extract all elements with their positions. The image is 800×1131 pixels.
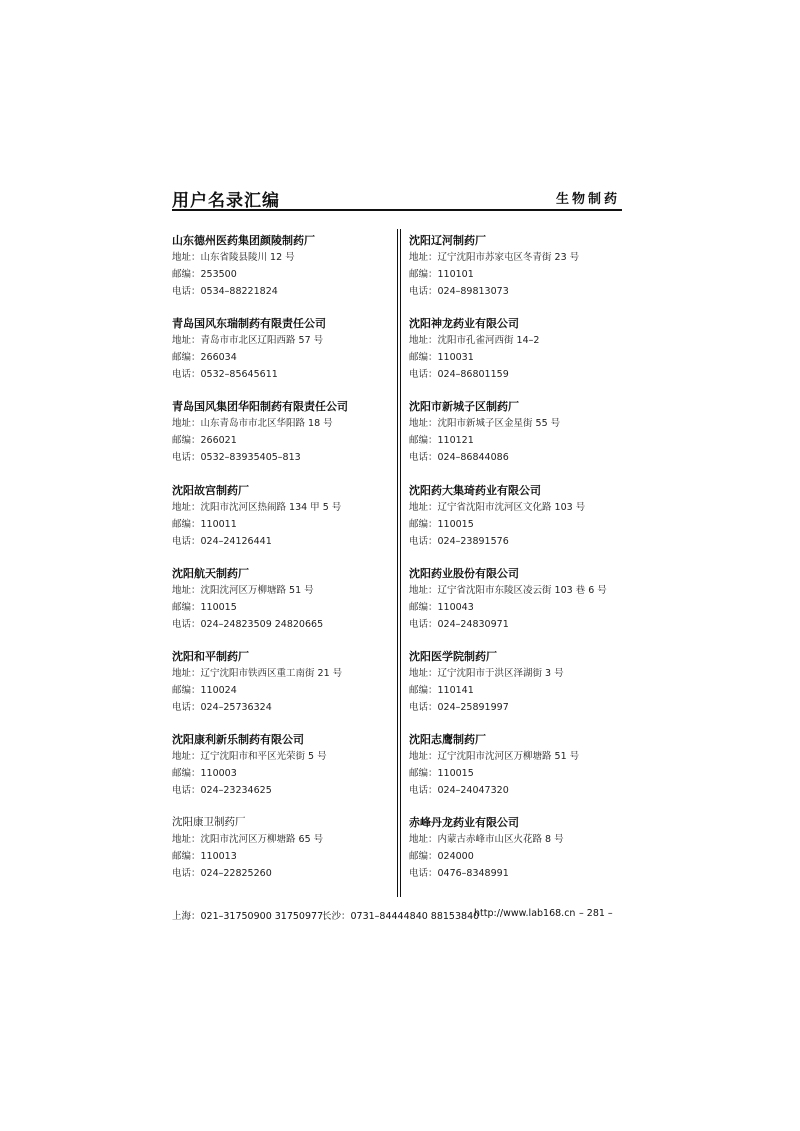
company-phone: 电话：0476–8348991 <box>409 868 509 880</box>
company-entry <box>409 482 629 565</box>
company-entry <box>409 398 629 481</box>
company-address: 地址：沈阳市沈河区热闹路 134 甲 5 号 <box>172 501 342 513</box>
company-phone: 电话：024–22825260 <box>172 868 272 880</box>
company-phone: 电话：024–86801159 <box>409 369 509 381</box>
company-address: 地址：辽宁沈阳市铁西区重工南街 21 号 <box>172 667 343 679</box>
company-postcode: 邮编：266034 <box>172 352 237 364</box>
company-phone: 电话：024–23234625 <box>172 785 272 797</box>
company-phone: 电话：024–23891576 <box>409 535 509 547</box>
company-address: 地址：沈阳市孔雀河西街 14–2 <box>409 335 540 347</box>
company-phone: 电话：024–24126441 <box>172 535 272 547</box>
company-name: 青岛国风东瑞制药有限责任公司 <box>172 317 326 331</box>
header-category: 生物制药 <box>555 192 620 207</box>
company-address: 地址：山东省陵县陵川 12 号 <box>172 252 295 263</box>
company-name: 沈阳志鹰制药厂 <box>409 733 486 747</box>
company-postcode: 邮编：110101 <box>409 269 474 280</box>
company-phone: 电话：0532–83935405–813 <box>172 452 301 464</box>
company-name: 沈阳市新城子区制药厂 <box>409 400 519 414</box>
company-name: 沈阳药大集琦药业有限公司 <box>409 483 541 497</box>
company-name: 沈阳故宫制药厂 <box>172 483 249 497</box>
company-entry <box>409 315 629 398</box>
company-postcode: 邮编：266021 <box>172 435 237 447</box>
company-entry <box>172 398 392 481</box>
right-column <box>409 232 629 898</box>
company-postcode: 邮编：110031 <box>409 352 474 364</box>
footer-website-link[interactable]: http://www.lab168.cn <box>474 908 576 919</box>
company-phone: 电话：024–25891997 <box>409 701 509 713</box>
company-address: 地址：辽宁省沈阳市东陵区凌云街 103 巷 6 号 <box>409 584 607 596</box>
company-address: 地址：辽宁省沈阳市沈河区文化路 103 号 <box>409 501 586 513</box>
company-postcode: 邮编：110024 <box>172 684 237 696</box>
company-address: 地址：辽宁沈阳市于洪区泽湖街 3 号 <box>409 667 564 679</box>
company-name: 沈阳康卫制药厂 <box>172 816 246 829</box>
header-rule <box>172 209 622 211</box>
company-entry <box>172 565 392 648</box>
company-name: 沈阳航天制药厂 <box>172 566 249 580</box>
company-address: 地址：辽宁沈阳市苏家屯区冬青街 23 号 <box>409 252 580 263</box>
column-divider <box>397 229 401 897</box>
company-address: 地址：辽宁沈阳市沈河区万柳塘路 51 号 <box>409 751 580 763</box>
page-number: – 281 – <box>579 908 613 919</box>
company-entry <box>172 232 392 315</box>
company-entry <box>172 482 392 565</box>
company-postcode: 邮编：110141 <box>409 684 474 696</box>
company-phone: 电话：024–24047320 <box>409 785 509 797</box>
company-name: 青岛国风集团华阳制药有限责任公司 <box>172 400 348 414</box>
footer-shanghai-phone: 上海：021–31750900 31750977 <box>172 911 324 922</box>
company-phone: 电话：024–24830971 <box>409 618 509 630</box>
company-phone: 电话：0534–88221824 <box>172 286 278 297</box>
company-entry <box>409 232 629 315</box>
company-address: 地址：沈阳沈河区万柳塘路 51 号 <box>172 584 314 596</box>
company-postcode: 邮编：110013 <box>172 851 237 863</box>
company-name: 沈阳医学院制药厂 <box>409 649 497 663</box>
company-postcode: 邮编：110003 <box>172 768 237 780</box>
company-address: 地址：青岛市市北区辽阳西路 57 号 <box>172 335 324 347</box>
company-postcode: 邮编：253500 <box>172 269 237 280</box>
company-entry <box>172 814 392 897</box>
company-phone: 电话：024–25736324 <box>172 701 272 713</box>
company-postcode: 邮编：110015 <box>409 518 474 530</box>
company-phone: 电话：0532–85645611 <box>172 369 278 381</box>
company-address: 地址：辽宁沈阳市和平区光荣街 5 号 <box>172 751 327 763</box>
company-postcode: 邮编：110011 <box>172 518 237 530</box>
company-entry <box>409 731 629 814</box>
company-postcode: 邮编：024000 <box>409 851 474 863</box>
company-phone: 电话：024–86844086 <box>409 452 509 464</box>
company-postcode: 邮编：110043 <box>409 601 474 613</box>
company-name: 沈阳药业股份有限公司 <box>409 566 519 580</box>
footer-changsha-phone: 长沙：0731–84444840 88153840 <box>322 911 480 922</box>
company-entry <box>172 648 392 731</box>
company-name: 沈阳和平制药厂 <box>172 649 249 663</box>
company-entry <box>409 565 629 648</box>
company-name: 赤峰丹龙药业有限公司 <box>409 816 519 830</box>
company-postcode: 邮编：110015 <box>172 601 237 613</box>
company-address: 地址：山东青岛市市北区华阳路 18 号 <box>172 418 333 430</box>
header-title: 用户名录汇编 <box>172 191 280 211</box>
company-address: 地址：沈阳市沈河区万柳塘路 65 号 <box>172 834 324 846</box>
company-name: 山东德州医药集团颜陵制药厂 <box>172 234 315 247</box>
company-name: 沈阳辽河制药厂 <box>409 234 486 247</box>
company-name: 沈阳神龙药业有限公司 <box>409 317 519 331</box>
company-phone: 电话：024–24823509 24820665 <box>172 618 324 630</box>
company-entry <box>172 731 392 814</box>
company-postcode: 邮编：110015 <box>409 768 474 780</box>
company-entry <box>172 315 392 398</box>
company-address: 地址：沈阳市新城子区金星街 55 号 <box>409 418 561 430</box>
left-column <box>172 232 392 898</box>
company-address: 地址：内蒙古赤峰市山区火花路 8 号 <box>409 834 564 846</box>
company-entry <box>409 814 629 897</box>
company-postcode: 邮编：110121 <box>409 435 474 447</box>
company-name: 沈阳康利新乐制药有限公司 <box>172 733 304 747</box>
company-entry <box>409 648 629 731</box>
company-phone: 电话：024–89813073 <box>409 286 509 297</box>
